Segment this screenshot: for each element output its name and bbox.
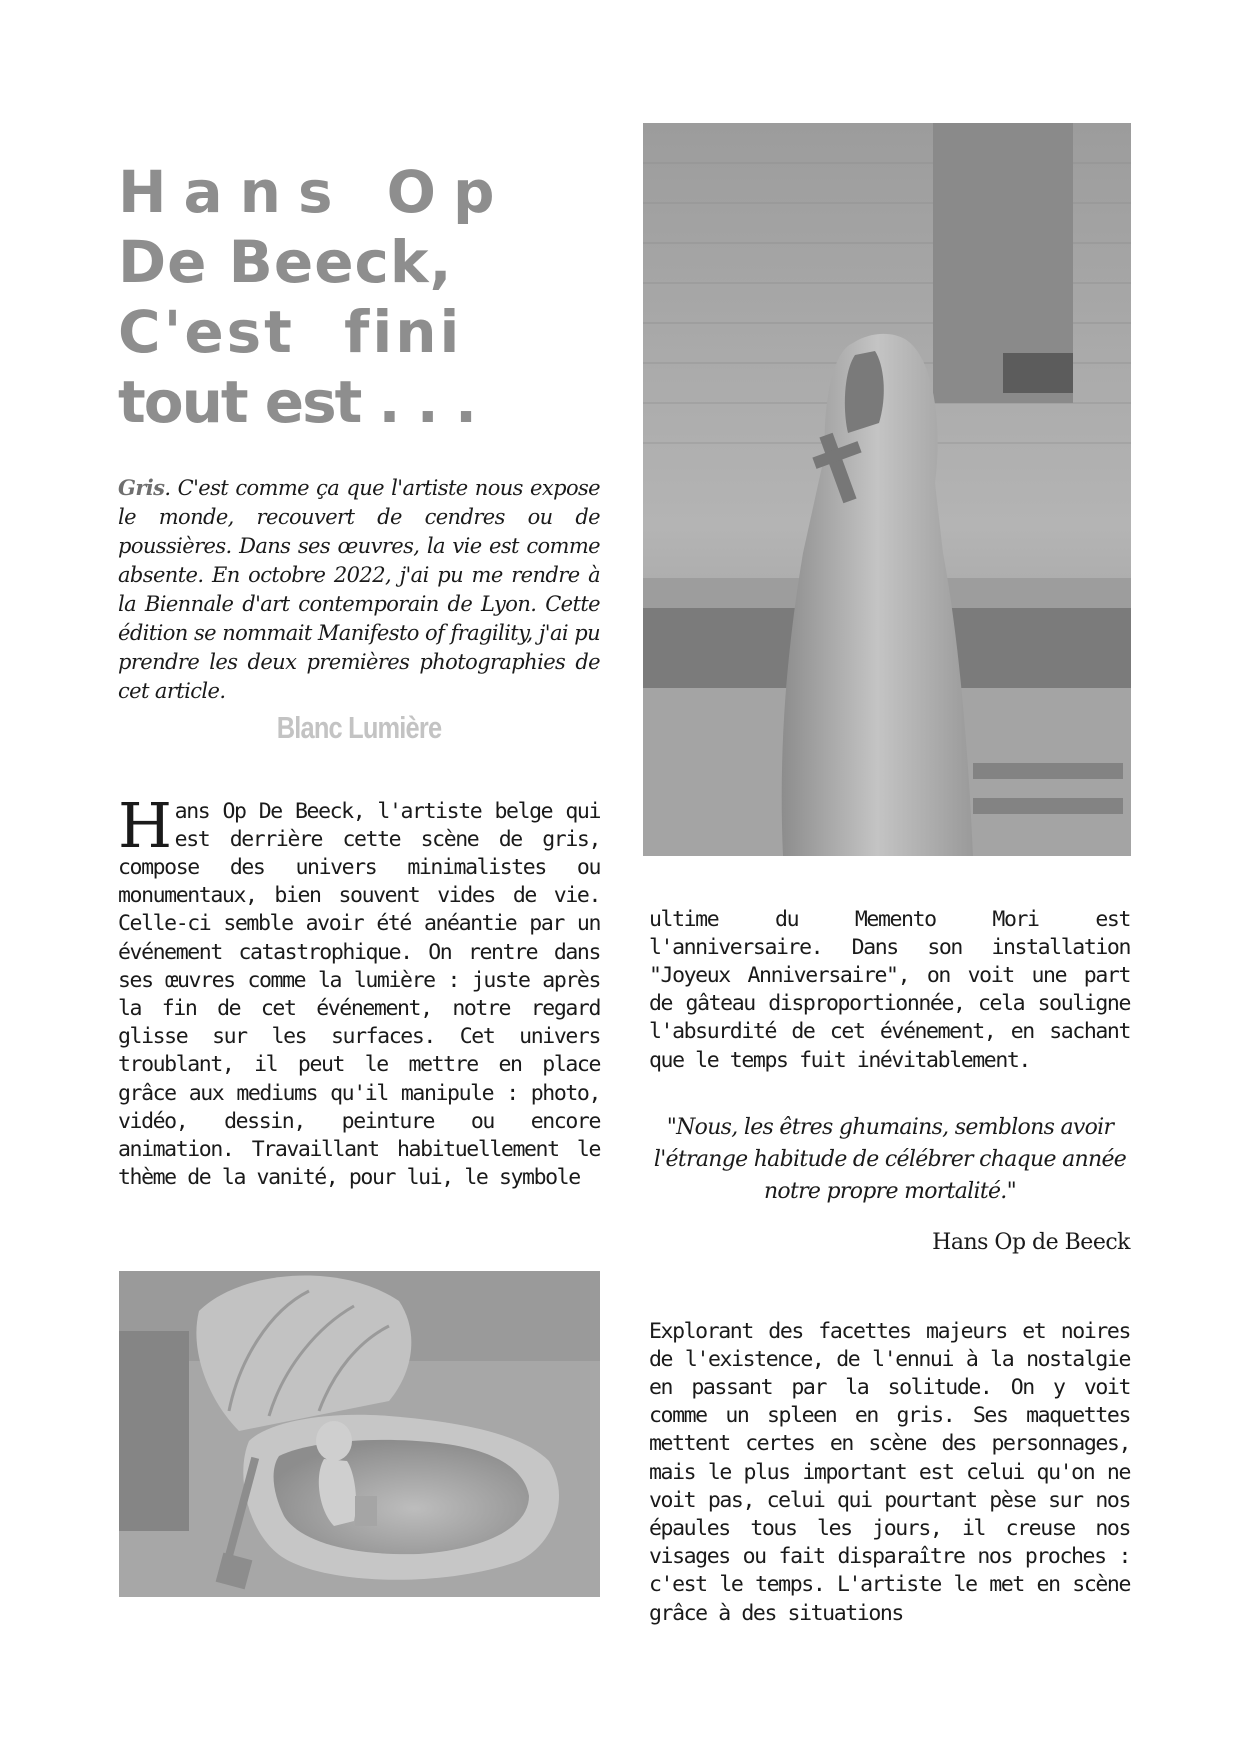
- body-column-1: [118, 788, 600, 1193]
- intro-lead-word: Gris: [118, 475, 165, 500]
- statue-photo-image: [643, 123, 1131, 856]
- section-subheading: Blanc Lumière: [276, 710, 442, 745]
- title-line-4: tout est . . .: [118, 367, 476, 436]
- body-column-3: Explorant des facettes majeurs et noires de l'existence, de l'ennui à la nostalgie en passant par la solitude. On y voit comme un spleen en gris. Ses maquettes mettent certes en scène des personnages, mais le plus important est celui qu'on ne voit pas, celui qui pourtant pèse sur nos épaules tous les jours, il creuse nos visages ou fait disparaître nos proches : c'est le temps. L'artiste le met en scène grâce à des situations: [649, 1318, 1130, 1626]
- title-line-3: C'est fini: [118, 297, 463, 366]
- article-title: [118, 157, 600, 437]
- quote-author: Hans Op de Beeck: [932, 1230, 1130, 1255]
- body-column-2: ultime du Memento Mori est l'anniversaire. Dans son installation "Joyeux Anniversaire", on voit une part de gâteau disproportionnée, cela souligne l'absurdité de cet événement, en sachant que le temps fuit inévitablement.: [649, 906, 1130, 1073]
- title-line-2: De Beeck,: [118, 227, 453, 296]
- body-column-1-text: ans Op De Beeck, l'artiste belge qui est derrière cette scène de gris, compose des univers minimalistes ou monumentaux, bien souvent vides de vie. Celle-ci semble avoir été anéantie par un événement catastrophique. On rentre dans ses œuvres comme la lumière : juste après la fin de cet événement, notre regard glisse sur les surfaces. Cet univers troublant, il peut le mettre en place grâce aux mediums qu'il manipule : photo, vidéo, dessin, peinture ou encore animation. Travaillant habituellement le thème de la vanité, pour lui, le symbole: [118, 798, 600, 1191]
- sandbox-photo: [119, 1271, 600, 1597]
- sandbox-photo-image: [119, 1271, 600, 1597]
- statue-photo: [643, 123, 1131, 856]
- drop-cap: H: [118, 788, 171, 862]
- intro-paragraph: [118, 473, 600, 706]
- title-line-1: Hans Op: [118, 157, 512, 226]
- intro-text: . C'est comme ça que l'artiste nous expose le monde, recouvert de cendres ou de poussières. Dans ses œuvres, la vie est comme absente. En octobre 2022, j'ai pu me rendre à la Biennale d'art contemporain de Lyon. Cette édition se nommait Manifesto of fragility, j'ai pu prendre les deux premières photographies de cet article.: [118, 476, 600, 703]
- pull-quote: "Nous, les êtres ghumains, semblons avoir l'étrange habitude de célébrer chaque année notre propre mortalité.": [653, 1115, 1127, 1204]
